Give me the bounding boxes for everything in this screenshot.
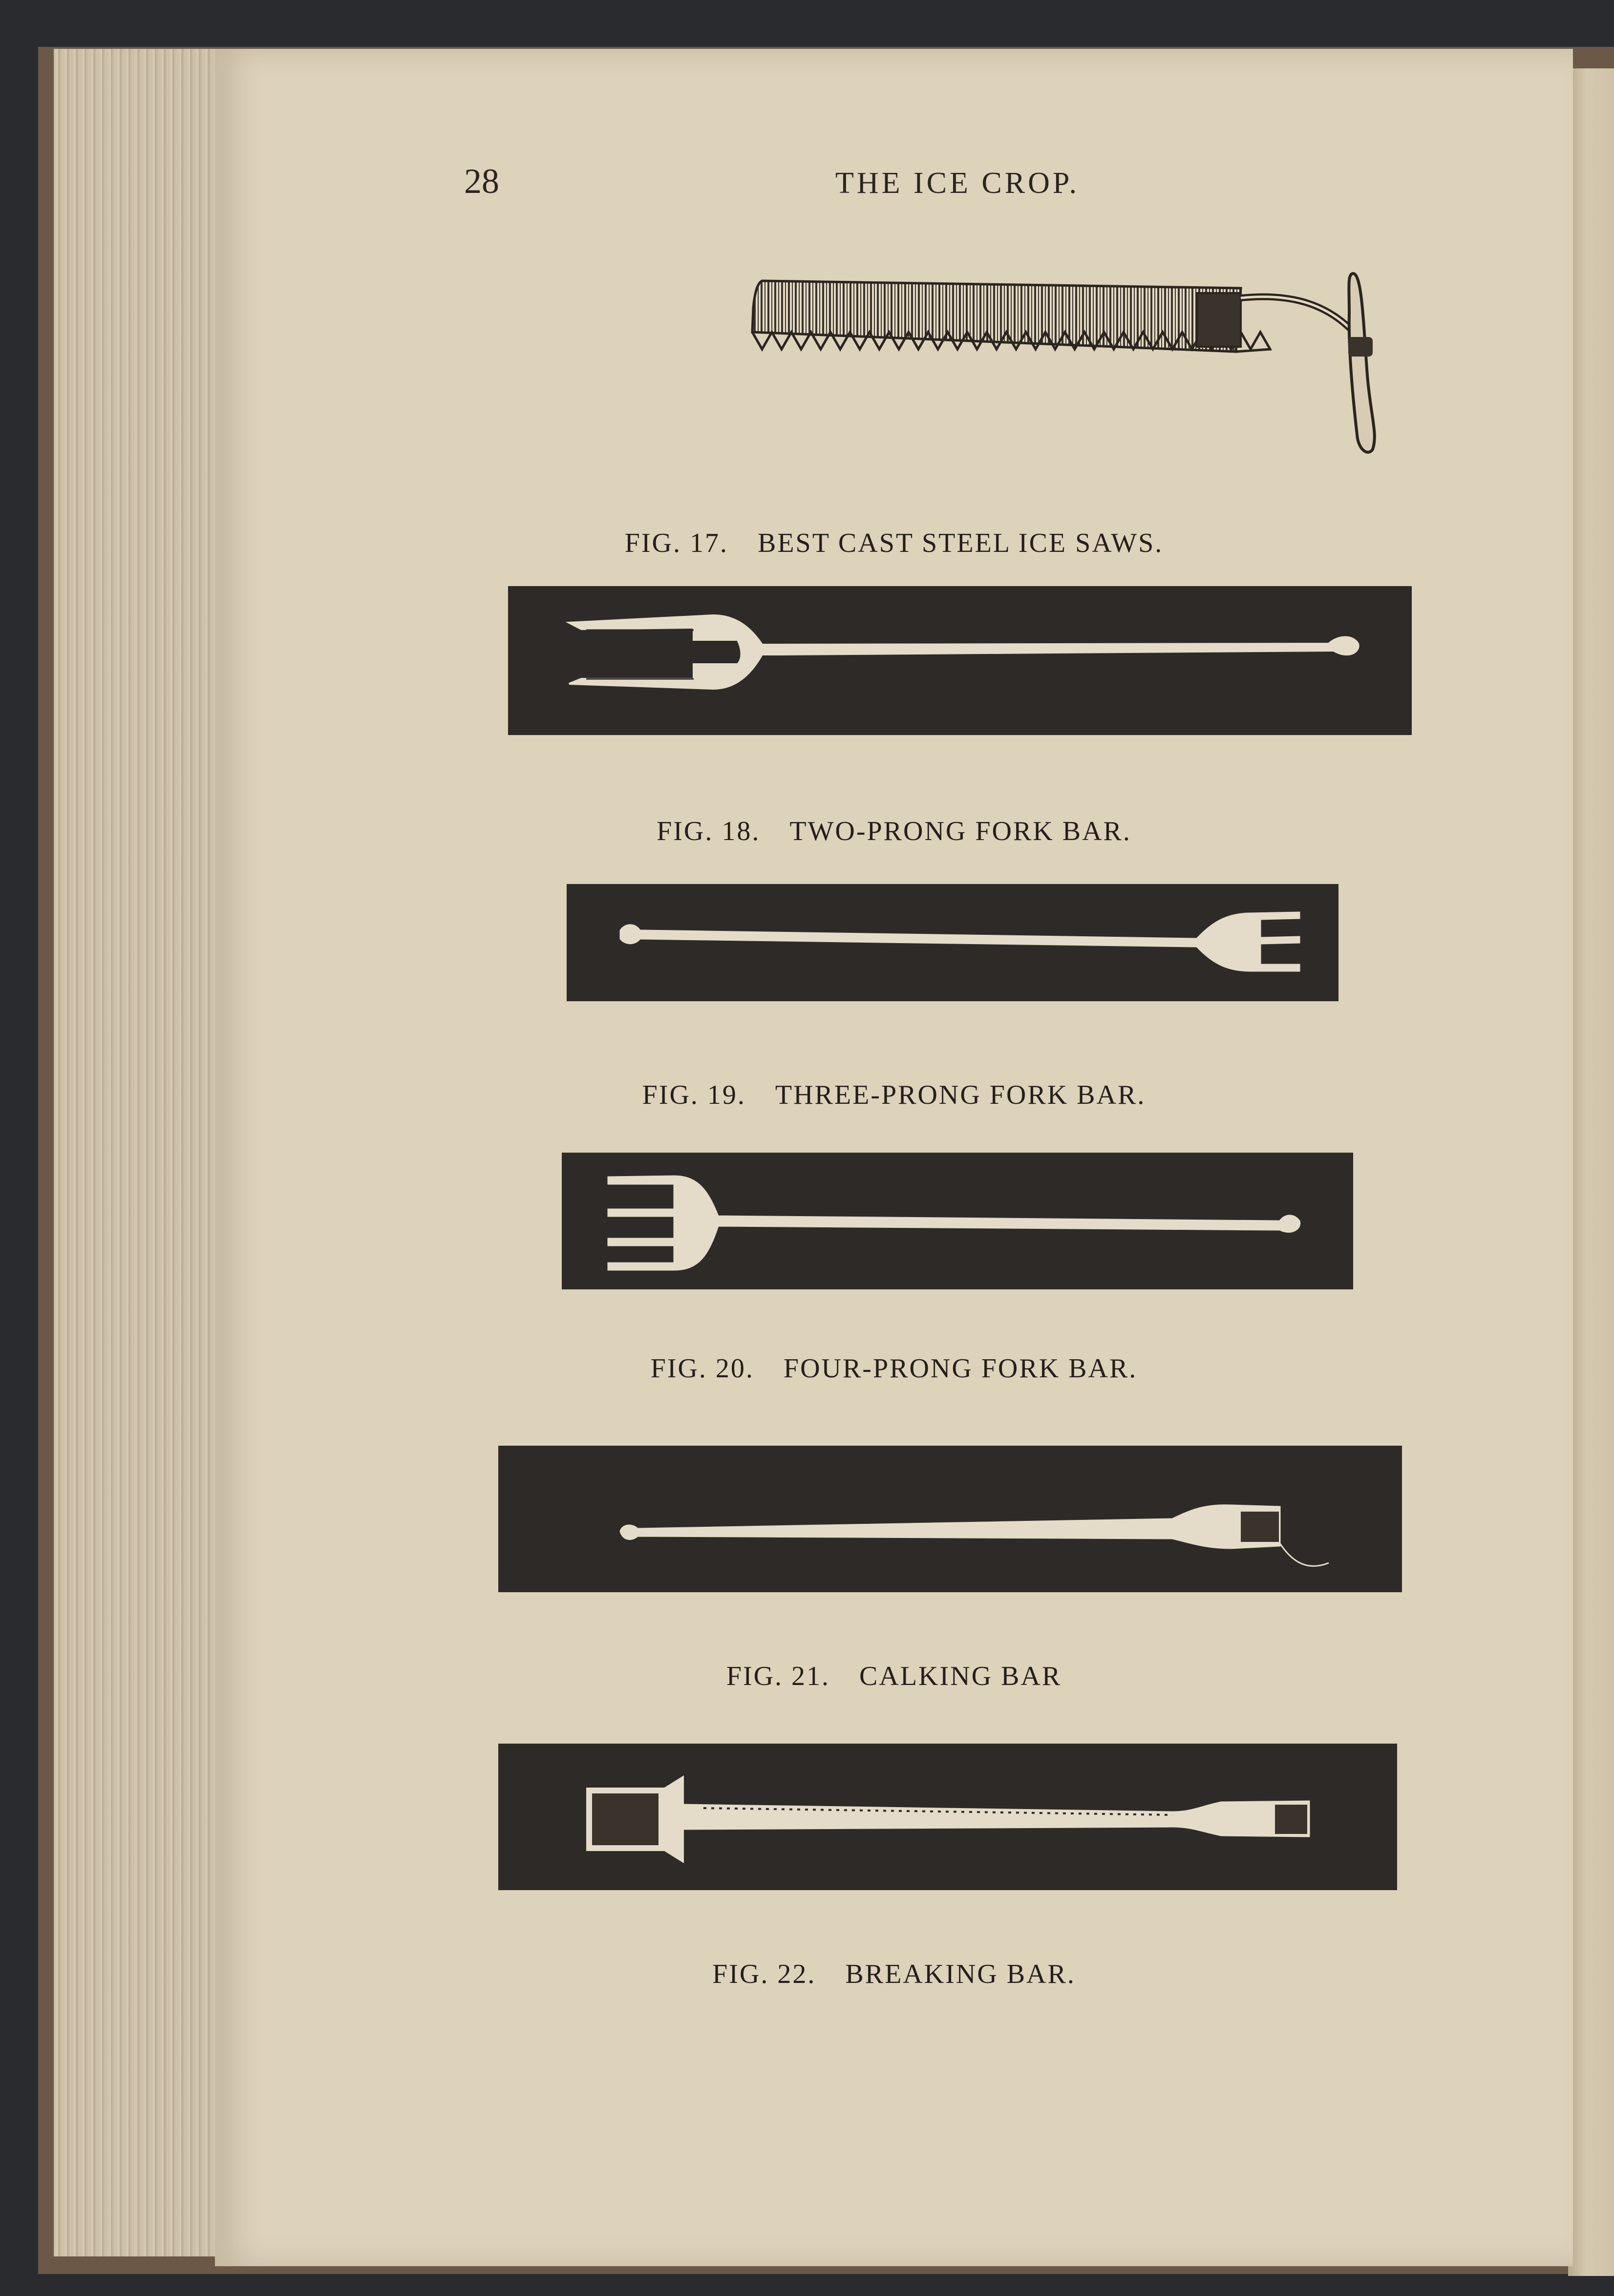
figure-17 xyxy=(215,264,1573,586)
figure-19 xyxy=(215,884,1573,1138)
fig-title: TWO-PRONG FORK BAR. xyxy=(789,816,1131,846)
fig-number: FIG. 21. xyxy=(726,1661,830,1691)
fig-number: FIG. 19. xyxy=(642,1080,746,1110)
figure-22 xyxy=(215,1744,1573,2027)
caption-18 xyxy=(215,816,1573,847)
fig-number: FIG. 17. xyxy=(624,528,728,558)
figure-21 xyxy=(215,1446,1573,1729)
running-head xyxy=(215,161,1573,210)
figure-18 xyxy=(215,586,1573,869)
fig-title: FOUR-PRONG FORK BAR. xyxy=(783,1353,1138,1384)
ice-saw-illustration xyxy=(528,264,1387,508)
fig-title: THREE-PRONG FORK BAR. xyxy=(775,1080,1146,1110)
four-prong-fork-bar-illustration xyxy=(562,1153,1353,1294)
caption-22 xyxy=(215,1959,1573,1990)
page-stack-left xyxy=(54,49,220,2256)
breaking-bar-illustration xyxy=(498,1744,1397,1895)
three-prong-fork-bar-illustration xyxy=(567,884,1338,1006)
two-prong-fork-bar-illustration xyxy=(508,586,1412,742)
caption-19 xyxy=(215,1079,1573,1111)
facing-page-edge xyxy=(1568,68,1614,2276)
caption-21 xyxy=(215,1661,1573,1692)
figure-20 xyxy=(215,1153,1573,1426)
fig-title: BREAKING BAR. xyxy=(845,1959,1076,1989)
fig-number: FIG. 22. xyxy=(712,1959,816,1989)
fig-number: FIG. 18. xyxy=(657,816,761,846)
caption-20 xyxy=(215,1353,1573,1384)
page-number: 28 xyxy=(464,162,499,201)
fig-number: FIG. 20. xyxy=(650,1353,754,1384)
caption-17 xyxy=(215,527,1573,559)
book-page xyxy=(215,49,1573,2266)
fig-title: BEST CAST STEEL ICE SAWS. xyxy=(758,528,1164,558)
fig-title: CALKING BAR xyxy=(859,1661,1062,1691)
calking-bar-illustration xyxy=(498,1446,1402,1597)
running-title: THE ICE CROP. xyxy=(835,167,1080,200)
